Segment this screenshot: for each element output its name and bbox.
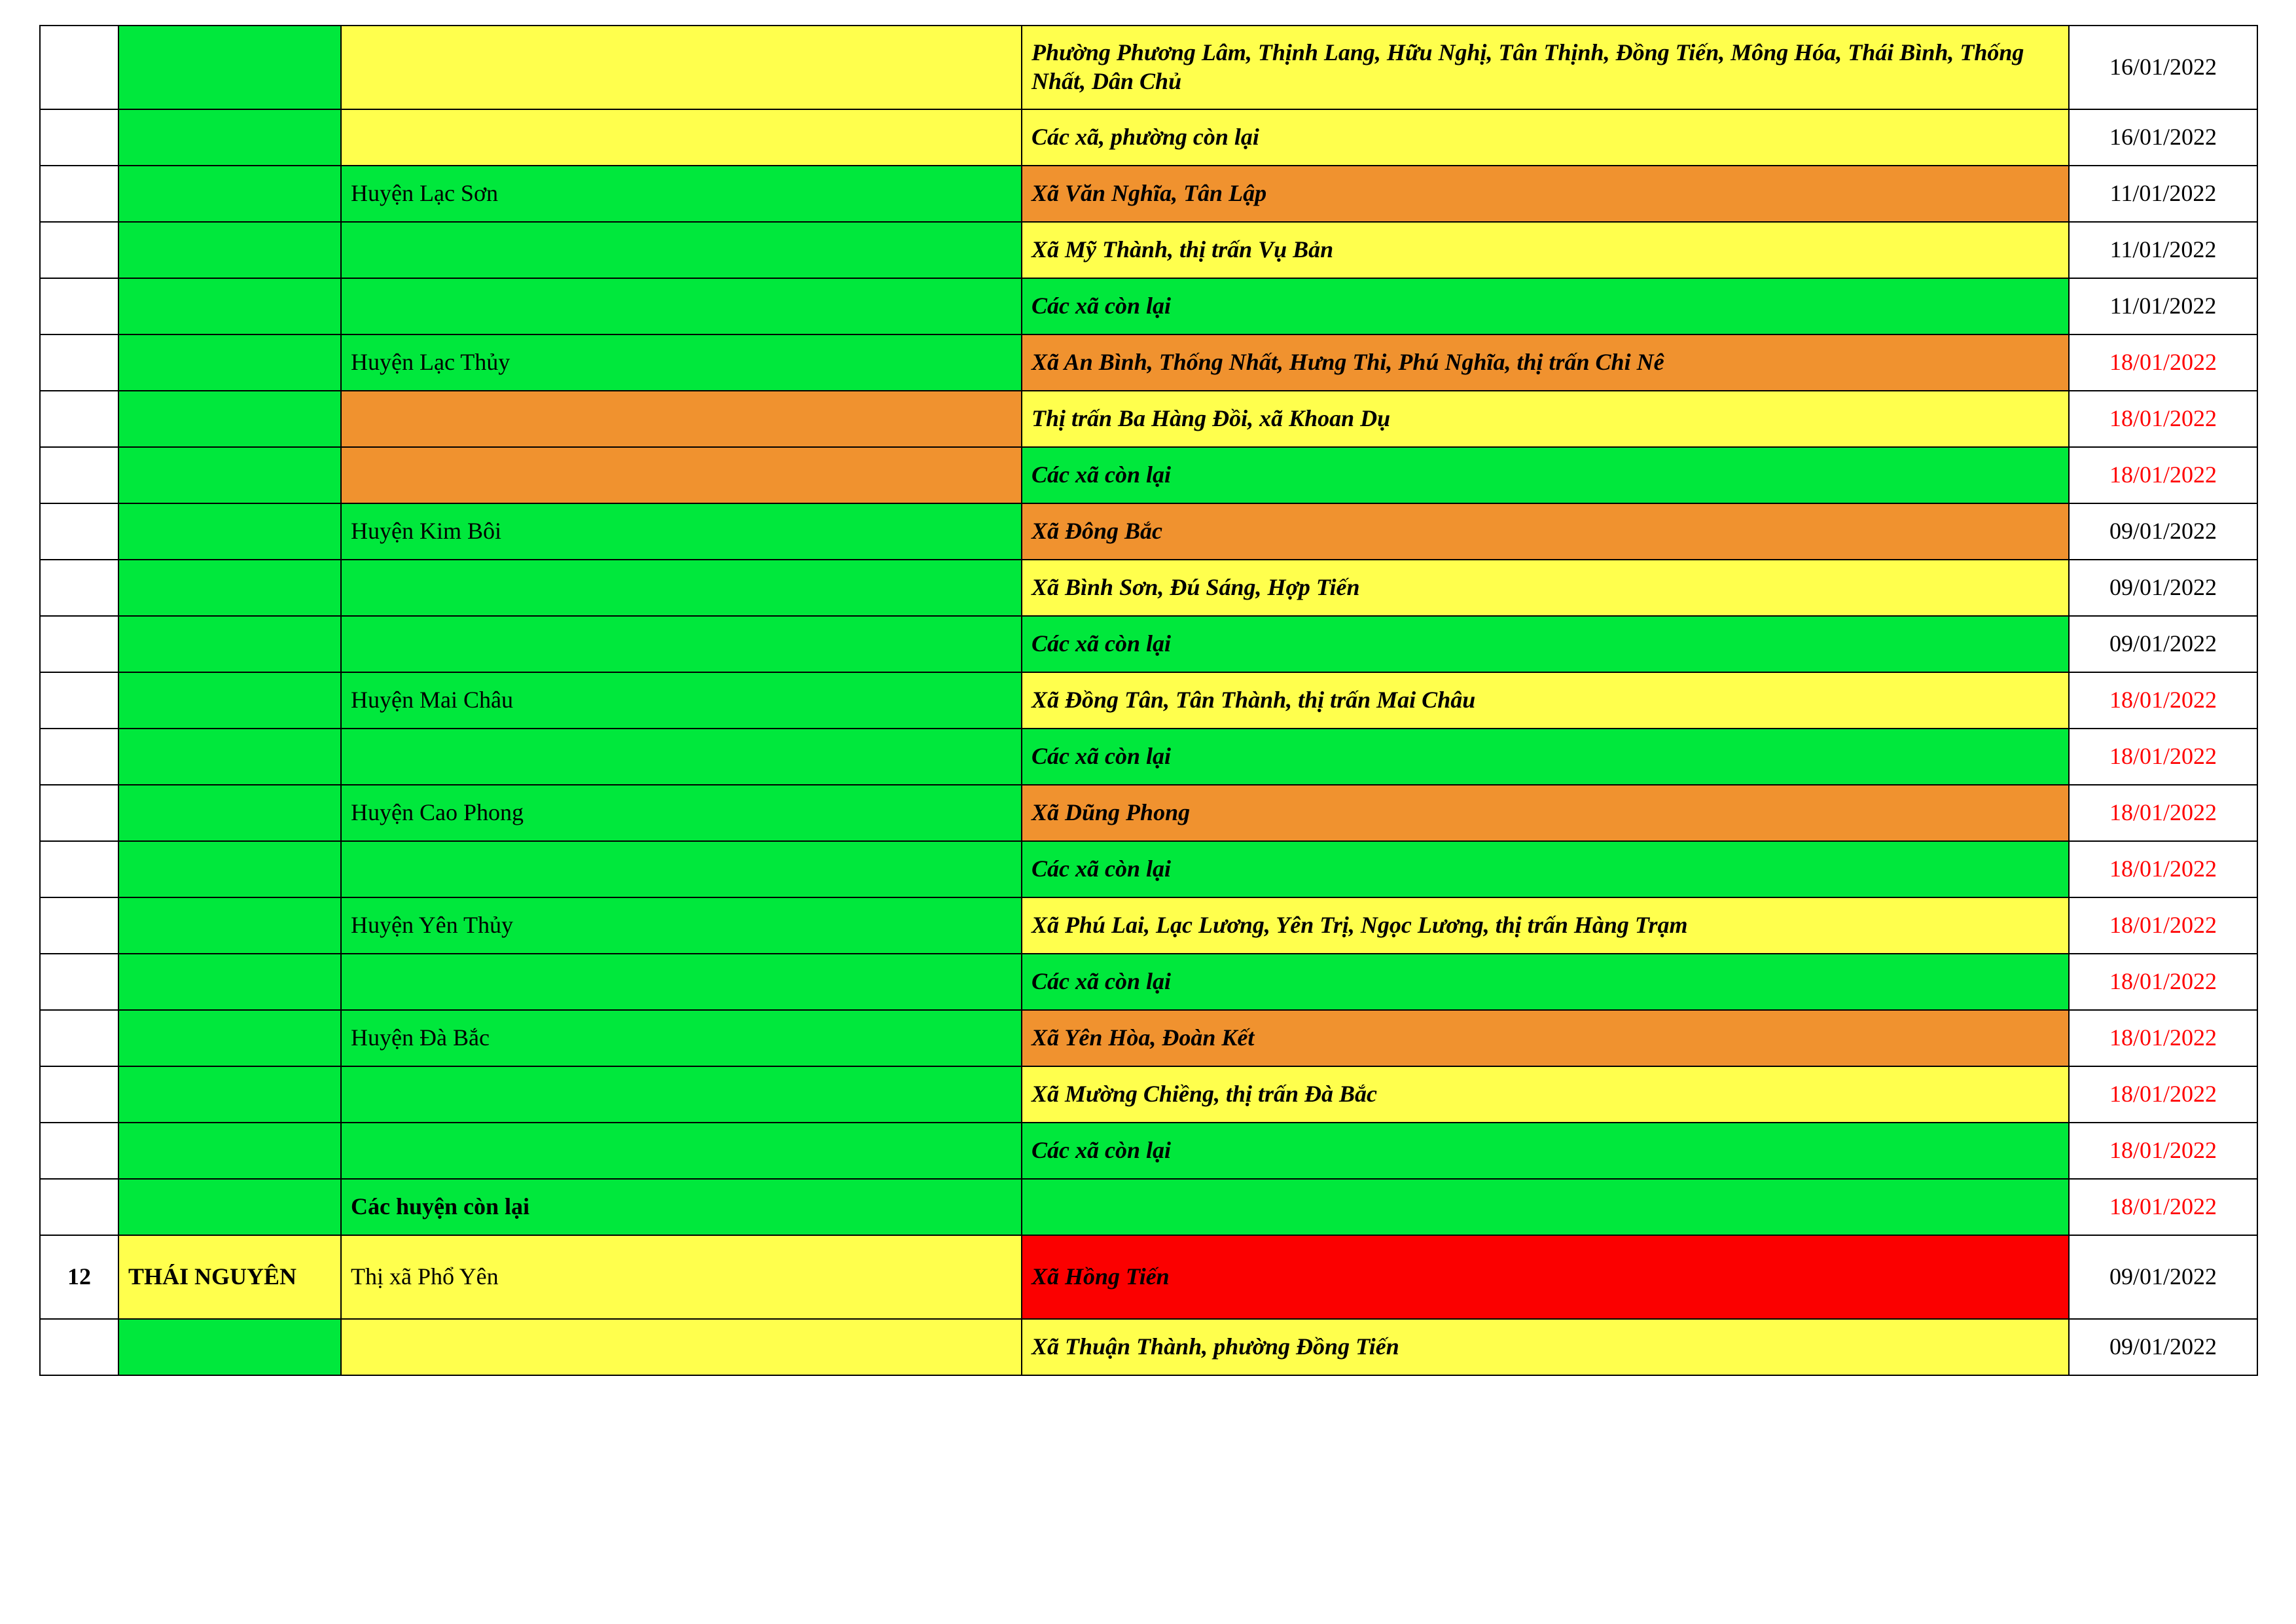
- date: 18/01/2022: [2069, 1066, 2257, 1123]
- ward: Các xã còn lại: [1022, 616, 2069, 672]
- table-row: [40, 897, 2257, 954]
- table-row: [40, 1179, 2257, 1235]
- district: Huyện Kim Bôi: [341, 503, 1022, 560]
- province: [118, 785, 341, 841]
- date: 09/01/2022: [2069, 503, 2257, 560]
- ward: Các xã còn lại: [1022, 278, 2069, 334]
- ward: Xã Dũng Phong: [1022, 785, 2069, 841]
- date: 18/01/2022: [2069, 785, 2257, 841]
- date: 18/01/2022: [2069, 954, 2257, 1010]
- province: [118, 447, 341, 503]
- ward: Xã Hồng Tiến: [1022, 1235, 2069, 1319]
- district: Huyện Lạc Thủy: [341, 334, 1022, 391]
- stt: [40, 841, 118, 897]
- province: [118, 1066, 341, 1123]
- stt: [40, 1179, 118, 1235]
- table-row: [40, 447, 2257, 503]
- district: [341, 954, 1022, 1010]
- date: 11/01/2022: [2069, 166, 2257, 222]
- stt: 12: [40, 1235, 118, 1319]
- ward: [1022, 1179, 2069, 1235]
- stt: [40, 222, 118, 278]
- ward: Xã Thuận Thành, phường Đồng Tiến: [1022, 1319, 2069, 1375]
- ward: Xã Bình Sơn, Đú Sáng, Hợp Tiến: [1022, 560, 2069, 616]
- date: 11/01/2022: [2069, 222, 2257, 278]
- district: Thị xã Phổ Yên: [341, 1235, 1022, 1319]
- date: 18/01/2022: [2069, 897, 2257, 954]
- date: 18/01/2022: [2069, 1010, 2257, 1066]
- province: [118, 672, 341, 729]
- date: 18/01/2022: [2069, 447, 2257, 503]
- table-row: [40, 1123, 2257, 1179]
- table-row: [40, 954, 2257, 1010]
- ward: Xã Mỹ Thành, thị trấn Vụ Bản: [1022, 222, 2069, 278]
- province: [118, 334, 341, 391]
- province: [118, 1319, 341, 1375]
- stt: [40, 447, 118, 503]
- ward: Xã Đông Bắc: [1022, 503, 2069, 560]
- stt: [40, 1010, 118, 1066]
- district: [341, 616, 1022, 672]
- ward: Các xã, phường còn lại: [1022, 109, 2069, 166]
- stt: [40, 109, 118, 166]
- table-row: [40, 1066, 2257, 1123]
- table-row: [40, 841, 2257, 897]
- stt: [40, 26, 118, 109]
- stt: [40, 897, 118, 954]
- ward: Xã Phú Lai, Lạc Lương, Yên Trị, Ngọc Lương, thị trấn Hàng Trạm: [1022, 897, 2069, 954]
- table-row: [40, 109, 2257, 166]
- district: [341, 391, 1022, 447]
- province: [118, 841, 341, 897]
- ward: Xã Văn Nghĩa, Tân Lập: [1022, 166, 2069, 222]
- province: [118, 278, 341, 334]
- table-row: [40, 391, 2257, 447]
- district: Các huyện còn lại: [341, 1179, 1022, 1235]
- date: 09/01/2022: [2069, 1235, 2257, 1319]
- date: 18/01/2022: [2069, 1179, 2257, 1235]
- date: 09/01/2022: [2069, 616, 2257, 672]
- table-row: [40, 166, 2257, 222]
- table-row: [40, 1235, 2257, 1319]
- table-row: [40, 672, 2257, 729]
- province: [118, 26, 341, 109]
- table-row: [40, 222, 2257, 278]
- stt: [40, 560, 118, 616]
- district: [341, 447, 1022, 503]
- ward: Các xã còn lại: [1022, 447, 2069, 503]
- district: [341, 560, 1022, 616]
- province: [118, 503, 341, 560]
- district: [341, 26, 1022, 109]
- stt: [40, 729, 118, 785]
- ward: Xã Yên Hòa, Đoàn Kết: [1022, 1010, 2069, 1066]
- date: 16/01/2022: [2069, 26, 2257, 109]
- district: [341, 841, 1022, 897]
- province: THÁI NGUYÊN: [118, 1235, 341, 1319]
- stt: [40, 616, 118, 672]
- stt: [40, 1319, 118, 1375]
- date: 09/01/2022: [2069, 560, 2257, 616]
- stt: [40, 1066, 118, 1123]
- stt: [40, 391, 118, 447]
- table-row: [40, 560, 2257, 616]
- date: 18/01/2022: [2069, 334, 2257, 391]
- ward: Xã Đồng Tân, Tân Thành, thị trấn Mai Châu: [1022, 672, 2069, 729]
- ward: Thị trấn Ba Hàng Đồi, xã Khoan Dụ: [1022, 391, 2069, 447]
- district: Huyện Lạc Sơn: [341, 166, 1022, 222]
- ward: Các xã còn lại: [1022, 1123, 2069, 1179]
- province: [118, 616, 341, 672]
- district: [341, 1319, 1022, 1375]
- stt: [40, 166, 118, 222]
- stt: [40, 954, 118, 1010]
- district: [341, 222, 1022, 278]
- table-row: [40, 1319, 2257, 1375]
- date: 09/01/2022: [2069, 1319, 2257, 1375]
- table-row: [40, 278, 2257, 334]
- date: 18/01/2022: [2069, 729, 2257, 785]
- province: [118, 1179, 341, 1235]
- table-row: [40, 1010, 2257, 1066]
- date: 18/01/2022: [2069, 841, 2257, 897]
- province: [118, 166, 341, 222]
- ward: Xã Mường Chiềng, thị trấn Đà Bắc: [1022, 1066, 2069, 1123]
- province: [118, 222, 341, 278]
- table-row: [40, 26, 2257, 109]
- district: Huyện Mai Châu: [341, 672, 1022, 729]
- table-row: [40, 503, 2257, 560]
- stt: [40, 278, 118, 334]
- district: [341, 278, 1022, 334]
- date: 18/01/2022: [2069, 1123, 2257, 1179]
- province: [118, 1010, 341, 1066]
- date: 18/01/2022: [2069, 391, 2257, 447]
- date: 16/01/2022: [2069, 109, 2257, 166]
- epidemic-level-table: [39, 25, 2258, 1376]
- district: Huyện Cao Phong: [341, 785, 1022, 841]
- stt: [40, 785, 118, 841]
- province: [118, 897, 341, 954]
- district: [341, 729, 1022, 785]
- district: [341, 1066, 1022, 1123]
- table-row: [40, 334, 2257, 391]
- province: [118, 954, 341, 1010]
- district: Huyện Đà Bắc: [341, 1010, 1022, 1066]
- date: 11/01/2022: [2069, 278, 2257, 334]
- stt: [40, 672, 118, 729]
- stt: [40, 334, 118, 391]
- province: [118, 391, 341, 447]
- ward: Phường Phương Lâm, Thịnh Lang, Hữu Nghị, Tân Thịnh, Đồng Tiến, Mông Hóa, Thái Bình, Thống Nhất, Dân Chủ: [1022, 26, 2069, 109]
- ward: Các xã còn lại: [1022, 954, 2069, 1010]
- date: 18/01/2022: [2069, 672, 2257, 729]
- district: Huyện Yên Thủy: [341, 897, 1022, 954]
- stt: [40, 1123, 118, 1179]
- table-row: [40, 616, 2257, 672]
- district: [341, 1123, 1022, 1179]
- province: [118, 1123, 341, 1179]
- province: [118, 109, 341, 166]
- table-row: [40, 729, 2257, 785]
- ward: Xã An Bình, Thống Nhất, Hưng Thi, Phú Nghĩa, thị trấn Chi Nê: [1022, 334, 2069, 391]
- province: [118, 729, 341, 785]
- ward: Các xã còn lại: [1022, 729, 2069, 785]
- table-body: [40, 26, 2257, 1375]
- stt: [40, 503, 118, 560]
- province: [118, 560, 341, 616]
- district: [341, 109, 1022, 166]
- ward: Các xã còn lại: [1022, 841, 2069, 897]
- table-row: [40, 785, 2257, 841]
